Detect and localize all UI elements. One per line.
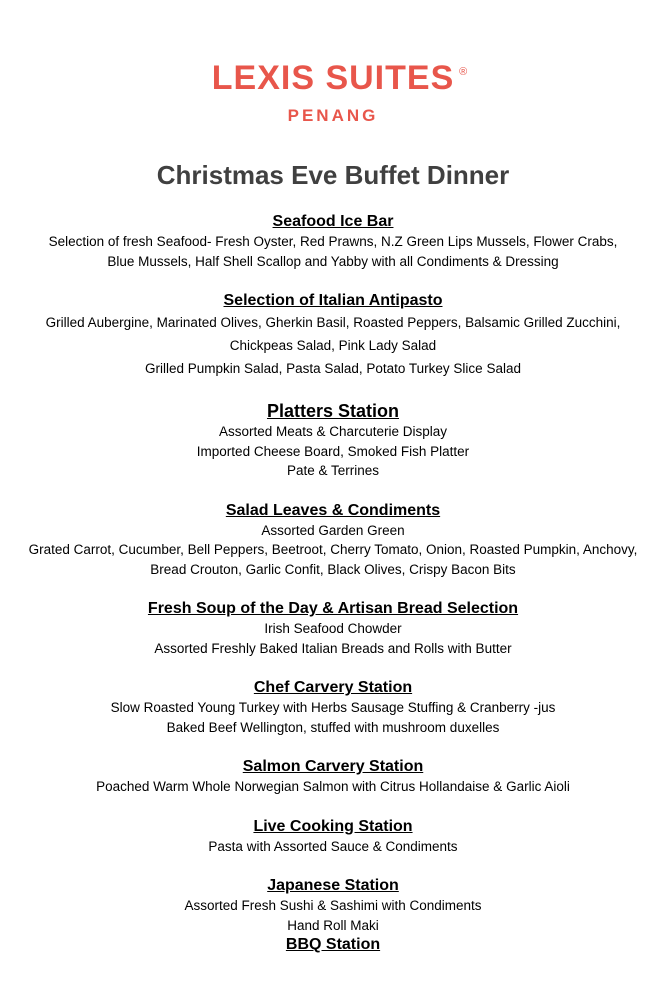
section-line: Assorted Meats & Charcuterie Display [218, 424, 448, 439]
section-heading: Salmon Carvery Station [242, 758, 424, 775]
section-line: Grilled Pumpkin Salad, Pasta Salad, Potato Turkey Slice Salad [145, 361, 521, 376]
section-line: Baked Beef Wellington, stuffed with mushroom duxelles [166, 719, 500, 735]
page-title: Christmas Eve Buffet Dinner [156, 160, 510, 190]
section-line: Grated Carrot, Cucumber, Bell Peppers, Beetroot, Cherry Tomato, Onion, Roasted Pumpkin, Anchovy, [28, 542, 638, 557]
section-line: Assorted Freshly Baked Italian Breads and Rolls with Butter [154, 640, 512, 656]
menu-sections [0, 212, 666, 955]
section-line: Poached Warm Whole Norwegian Salmon with Citrus Hollandaise & Garlic Aioli [96, 779, 570, 794]
registered-mark: ® [459, 66, 469, 78]
section-heading: Seafood Ice Bar [272, 213, 394, 230]
section-heading: Fresh Soup of the Day & Artisan Bread Selection [147, 600, 519, 617]
section-heading: Live Cooking Station [253, 817, 413, 835]
section-line: Imported Cheese Board, Smoked Fish Platter [196, 443, 470, 459]
section-seafood-ice-bar [0, 212, 666, 271]
section-heading: BBQ Station [285, 936, 381, 953]
section-line: Pasta with Assorted Sauce & Condiments [208, 838, 458, 854]
section-line: Bread Crouton, Garlic Confit, Black Olives, Crispy Bacon Bits [150, 561, 516, 577]
logo-location: PENANG [287, 106, 379, 125]
section-line: Slow Roasted Young Turkey with Herbs Sausage Stuffing & Cranberry -jus [110, 700, 556, 715]
section-heading: Platters Station [266, 401, 400, 421]
section-line: Blue Mussels, Half Shell Scallop and Yabby with all Condiments & Dressing [107, 253, 559, 269]
hotel-logo [0, 58, 666, 126]
section-line: Selection of fresh Seafood- Fresh Oyster, Red Prawns, N.Z Green Lips Mussels, Flower Crabs, [48, 234, 618, 249]
section-line: Pate & Terrines [286, 463, 380, 478]
section-line: Assorted Fresh Sushi & Sashimi with Condiments [184, 898, 482, 913]
section-heading: Salad Leaves & Condiments [225, 501, 441, 519]
section-line: Hand Roll Maki [287, 917, 379, 933]
section-chef-carvery [0, 678, 666, 737]
section-heading: Japanese Station [267, 877, 399, 894]
section-salmon-carvery [0, 757, 666, 797]
section-line: Assorted Garden Green [261, 522, 405, 538]
section-soup-bread [0, 599, 666, 658]
section-japanese-station [0, 876, 666, 935]
section-bbq-station [0, 935, 666, 955]
section-heading: Selection of Italian Antipasto [223, 292, 443, 309]
logo-brand: LEXIS SUITES ® [212, 58, 455, 98]
section-italian-antipasto [0, 291, 666, 380]
section-salad-leaves [0, 501, 666, 580]
section-platters-station [0, 400, 666, 481]
section-live-cooking [0, 817, 666, 857]
section-line: Irish Seafood Chowder [264, 621, 402, 636]
section-line: Chickpeas Salad, Pink Lady Salad [229, 338, 437, 353]
section-line: Grilled Aubergine, Marinated Olives, Gherkin Basil, Roasted Peppers, Balsamic Grilled Zucchini, [45, 315, 621, 330]
section-heading: Chef Carvery Station [253, 679, 413, 696]
